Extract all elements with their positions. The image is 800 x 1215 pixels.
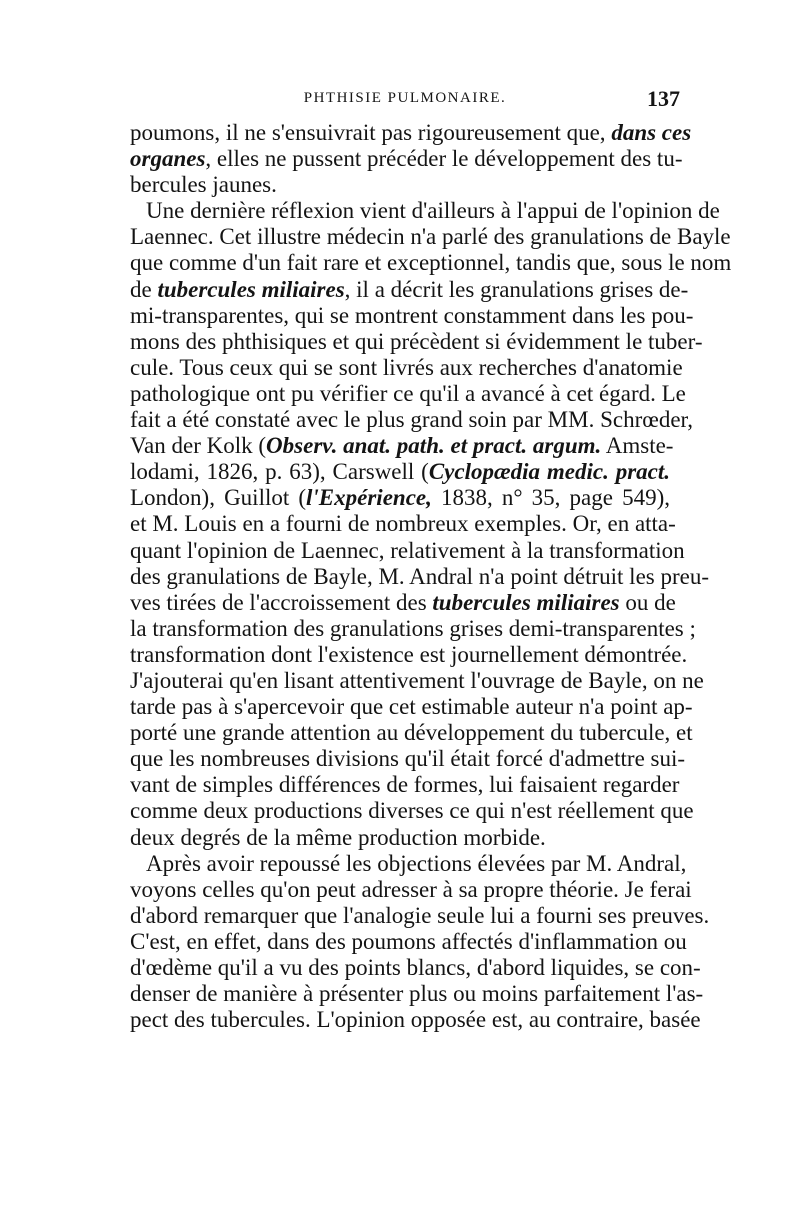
text-line (130, 276, 689, 303)
text-line (130, 120, 692, 146)
text-line (130, 772, 680, 798)
text-run: d'abord remarquer que l'analogie seule lui a fourni ses preuves. (130, 902, 710, 928)
text-run: cule. Tous ceux qui se sont livrés aux recherches d'anatomie (130, 354, 683, 380)
text-run: comme deux productions diverses ce qui n'est réellement que (130, 798, 694, 824)
text-run: fait a été constaté avec le plus grand soin par MM. Schrœder, (130, 407, 694, 433)
italic-text: tubercules miliaires (432, 589, 620, 615)
text-run: pathologique ont pu vérifier ce qu'il a avancé à cet égard. Le (130, 380, 686, 406)
text-line (130, 511, 676, 537)
text-run: quant l'opinion de Laennec, relativement à la transformation (130, 537, 685, 563)
text-run: Laennec. Cet illustre médecin n'a parlé des granulations de Bayle (130, 224, 731, 250)
italic-text: organes (130, 146, 206, 172)
text-run: transformation dont l'existence est journellement démontrée. (130, 641, 688, 667)
italic-text: tubercules miliaires (157, 276, 345, 302)
text-run: mons des phthisiques et qui précèdent si évidemment le tuber- (130, 328, 703, 354)
text-line (130, 537, 685, 564)
italic-text: Cyclopædia medic. pract. (428, 459, 670, 485)
text-run: ves tirées de l'accroissement des (130, 589, 433, 615)
text-line (130, 876, 692, 903)
text-line (130, 433, 674, 459)
text-run: denser de manière à présenter plus ou moins parfaitement l'as- (130, 981, 704, 1007)
text-run: deux degrés de la même production morbide. (130, 824, 546, 850)
text-run: 1838, n° 35, page 549), (431, 485, 670, 511)
text-run: et M. Louis en a fourni de nombreux exemples. Or, en atta- (130, 511, 676, 537)
text-line (130, 615, 696, 642)
text-run: Amste- (601, 433, 674, 459)
text-line (130, 354, 683, 381)
text-run: de (130, 276, 158, 302)
text-line (130, 825, 670, 851)
text-line (130, 459, 670, 485)
text-run: London), Guillot ( (130, 485, 307, 511)
text-line (130, 328, 703, 355)
italic-text: l'Expérience, (306, 485, 432, 511)
text-line (130, 981, 704, 1007)
text-run: ou de (619, 589, 676, 615)
text-line (130, 485, 670, 511)
text-run: Après avoir repoussé les objections élevées par M. Andral, (146, 850, 687, 876)
text-line (130, 955, 701, 981)
text-run: mi-transparentes, qui se montrent constamment dans les pou- (130, 302, 694, 328)
text-run: , elles ne pussent précéder le développement des tu- (205, 146, 683, 172)
text-run: que les nombreuses divisions qu'il était forcé d'admettre sui- (130, 746, 686, 772)
text-run: vant de simples différences de formes, lui faisaient regarder (130, 772, 680, 798)
text-run: Van der Kolk ( (130, 433, 267, 459)
text-line (130, 1007, 701, 1033)
text-line (130, 380, 686, 407)
text-run: poumons, il ne s'ensuivrait pas rigoureusement que, (130, 120, 612, 145)
text-line (130, 694, 693, 720)
text-line (130, 250, 732, 276)
text-run: tarde pas à s'apercevoir que cet estimable auteur n'a point ap- (130, 694, 693, 720)
text-run: pect des tubercules. L'opinion opposée est, au contraire, basée (130, 1007, 701, 1033)
text-line (130, 198, 720, 224)
text-run: porté une grande attention au développement du tubercule, et (130, 720, 693, 746)
text-run: , il a décrit les granulations grises de- (344, 276, 689, 302)
text-line (130, 224, 731, 250)
text-line (130, 720, 693, 746)
text-line (130, 850, 687, 877)
running-title: PHTHISIE PULMONAIRE. (303, 90, 507, 106)
text-line (130, 641, 688, 668)
text-line (130, 667, 704, 694)
text-run: des granulations de Bayle, M. Andral n'a point détruit les preu- (130, 563, 710, 589)
text-line (130, 746, 686, 772)
text-line (130, 146, 683, 172)
text-run: bercules jaunes. (130, 172, 277, 198)
text-run: voyons celles qu'on peut adresser à sa propre théorie. Je ferai (130, 876, 692, 902)
text-run: la transformation des granulations grises demi-transparentes ; (130, 615, 696, 641)
text-run: Une dernière réflexion vient d'ailleurs à l'appui de l'opinion de (146, 198, 720, 224)
text-line (130, 928, 687, 955)
text-run: que comme d'un fait rare et exceptionnel, tandis que, sous le nom (130, 250, 732, 276)
text-run: lodami, 1826, p. 63), Carswell ( (130, 459, 429, 485)
italic-text: Observ. anat. path. et pract. argum. (266, 433, 602, 459)
text-run: d'œdème qu'il a vu des points blancs, d'abord liquides, se con- (130, 955, 701, 980)
text-run: C'est, en effet, dans des poumons affectés d'inflammation ou (130, 928, 687, 954)
text-line (130, 172, 670, 198)
running-head (130, 86, 680, 114)
text-line (130, 902, 710, 929)
text-run: J'ajouterai qu'en lisant attentivement l'ouvrage de Bayle, on ne (130, 667, 704, 693)
text-line (130, 407, 694, 433)
italic-text: dans ces (611, 120, 692, 145)
text-line (130, 589, 676, 616)
body-text (130, 120, 732, 1033)
text-line (130, 563, 710, 590)
page-number: 137 (647, 86, 680, 111)
text-line (130, 798, 694, 824)
text-line (130, 302, 694, 329)
